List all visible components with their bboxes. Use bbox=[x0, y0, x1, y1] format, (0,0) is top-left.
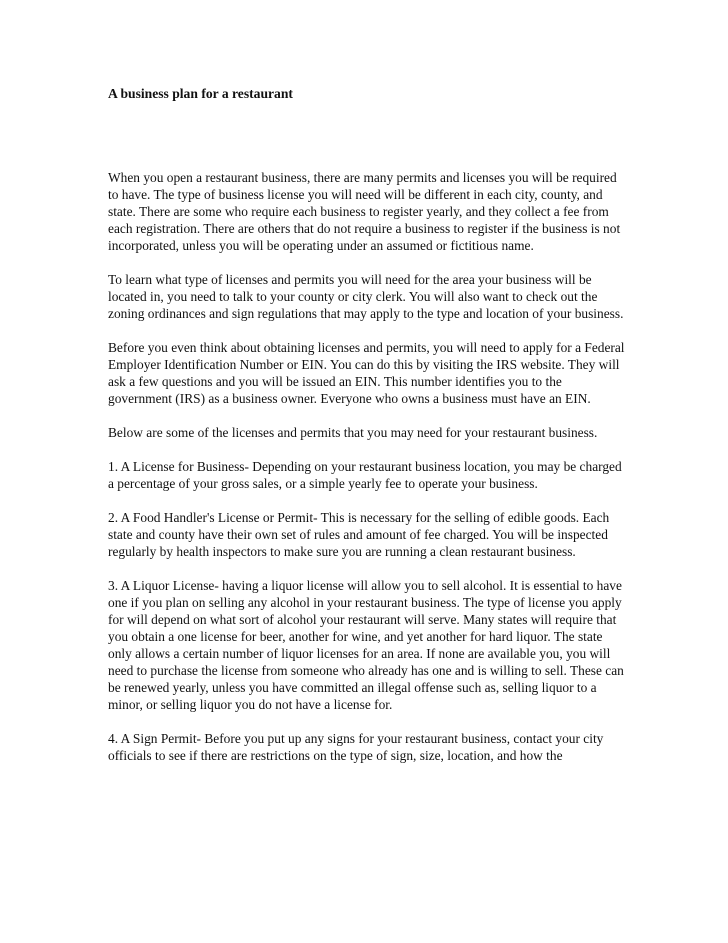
paragraph-county-clerk: To learn what type of licenses and permits you will need for the area your business will be located in, you need to talk to your county or city clerk. You will also want to check out the zoning ordinances and sign regulations that may apply to the type and location of your business. bbox=[108, 272, 624, 321]
document-title: A business plan for a restaurant bbox=[108, 86, 293, 101]
paragraph-business-license: 1. A License for Business- Depending on your restaurant business location, you may be charged a percentage of your gross sales, or a simple yearly fee to operate your business. bbox=[108, 459, 622, 491]
paragraph-food-handler-license: 2. A Food Handler's License or Permit- This is necessary for the selling of edible goods. Each state and county have their own set of rules and amount of fee charged. You will be inspected regularly by health inspectors to make sure you are running a clean restaurant business. bbox=[108, 510, 610, 559]
paragraph-sign-permit: 4. A Sign Permit- Before you put up any signs for your restaurant business, contact your city officials to see if there are restrictions on the type of sign, size, location, and how the bbox=[108, 731, 604, 763]
paragraph-intro-permits: When you open a restaurant business, there are many permits and licenses you will be required to have. The type of business license you will need will be different in each city, county, and state. There are some who require each business to register yearly, and they collect a fee from each registration. There are others that do not require a business to register if the business is not incorporated, unless you will be operating under an assumed or fictitious name. bbox=[108, 170, 621, 253]
paragraph-license-list-intro: Below are some of the licenses and permits that you may need for your restaurant business. bbox=[108, 425, 598, 440]
paragraph-liquor-license: 3. A Liquor License- having a liquor license will allow you to sell alcohol. It is essential to have one if you plan on selling any alcohol in your restaurant business. The type of license you apply for will depend on what sort of alcohol your restaurant will serve. Many states will require that you obtain a one license for beer, another for wine, and yet another for hard liquor. The state only allows a certain number of liquor licenses for an area. If none are available you, you will need to purchase the license from someone who already has one and is willing to sell. These can be renewed yearly, unless you have committed an illegal offense such as, selling liquor to a minor, or selling liquor you do not have a license for. bbox=[108, 578, 624, 712]
paragraph-ein: Before you even think about obtaining licenses and permits, you will need to apply for a Federal Employer Identification Number or EIN. You can do this by visiting the IRS website. They will ask a few questions and you will be issued an EIN. This number identifies you to the government (IRS) as a business owner. Everyone who owns a business must have an EIN. bbox=[108, 340, 625, 406]
document-body bbox=[108, 169, 628, 764]
